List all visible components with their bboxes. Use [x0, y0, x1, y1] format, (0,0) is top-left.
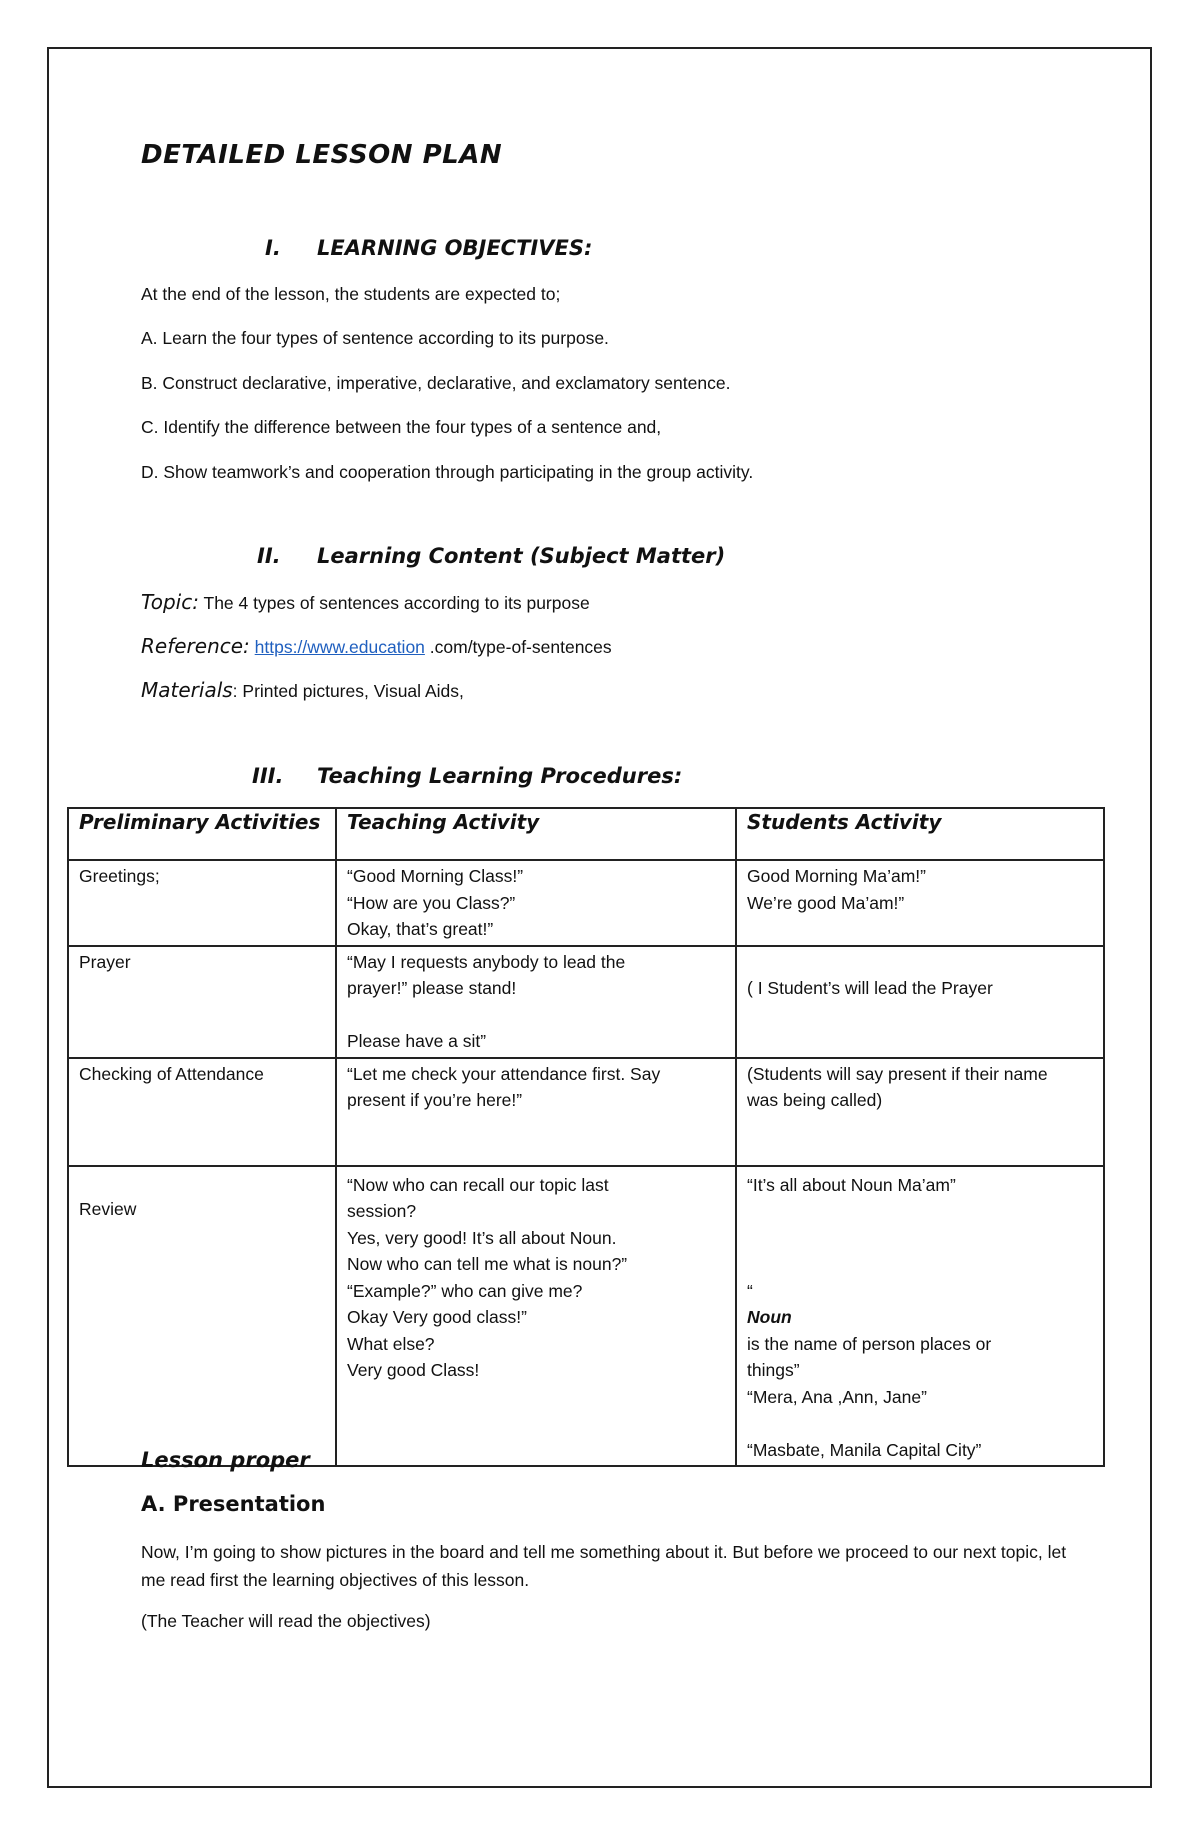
- cell-line: Now who can tell me what is noun?”: [347, 1254, 628, 1274]
- cell-line: Good Morning Ma’am!”: [747, 866, 926, 886]
- reference-line: [141, 634, 612, 658]
- cell-line: “Let me check your attendance first. Say: [347, 1063, 661, 1084]
- table-row: [68, 1166, 1104, 1467]
- students-cell: [736, 946, 1104, 1058]
- section-number: III.: [252, 764, 284, 788]
- objective-item: D. Show teamwork’s and cooperation through participating in the group activity.: [141, 462, 754, 482]
- cell-line: Yes, very good! It’s all about Noun.: [347, 1227, 617, 1248]
- teaching-cell: [336, 1166, 736, 1467]
- lesson-proper-heading: Lesson proper: [141, 1448, 310, 1472]
- column-header: Preliminary Activities: [68, 808, 336, 860]
- blank-line: [747, 1251, 1093, 1278]
- blank-line: [747, 1410, 1093, 1437]
- cell-line: was being called): [747, 1090, 883, 1110]
- activity-cell: Review: [68, 1166, 336, 1467]
- objective-item: C. Identify the difference between the four types of a sentence and,: [141, 417, 662, 437]
- cell-line: things”: [747, 1360, 800, 1380]
- table-row: [68, 860, 1104, 946]
- activity-cell: Checking of Attendance: [68, 1058, 336, 1166]
- blank-line: [747, 1198, 1093, 1225]
- section-objectives-heading: [265, 236, 592, 260]
- materials-label: Materials: [141, 678, 233, 702]
- section-number: II.: [257, 544, 281, 568]
- cell-line: Okay, that’s great!”: [347, 919, 494, 939]
- quote-mark: “: [747, 1280, 753, 1301]
- cell-line: “It’s all about Noun Ma’am”: [747, 1174, 956, 1195]
- section-title: Teaching Learning Procedures:: [317, 764, 683, 788]
- cell-line: “May I requests anybody to lead the: [347, 951, 626, 972]
- cell-line: Please have a sit”: [347, 1031, 487, 1051]
- cell-line: prayer!” please stand!: [347, 978, 517, 998]
- activity-cell: Greetings;: [68, 860, 336, 946]
- section-content-heading: [257, 544, 725, 568]
- reference-label: Reference:: [141, 634, 250, 658]
- topic-line: [141, 590, 590, 614]
- materials-value: : Printed pictures, Visual Aids,: [232, 681, 464, 701]
- cell-line: What else?: [347, 1333, 435, 1354]
- noun-definition: is the name of person places or: [747, 1333, 992, 1354]
- students-cell: [736, 1058, 1104, 1166]
- materials-line: [141, 678, 464, 702]
- teaching-cell: [336, 1058, 736, 1166]
- cell-line: “Now who can recall our topic last: [347, 1174, 609, 1195]
- column-header: Students Activity: [736, 808, 1104, 860]
- teaching-cell: [336, 860, 736, 946]
- cell-line: “How are you Class?”: [347, 892, 516, 913]
- cell-line: “Example?” who can give me?: [347, 1280, 583, 1301]
- topic-label: Topic:: [141, 590, 199, 614]
- objective-item: A. Learn the four types of sentence according to its purpose.: [141, 328, 609, 348]
- column-header: Teaching Activity: [336, 808, 736, 860]
- reference-rest: .com/type-of-sentences: [424, 637, 612, 657]
- noun-emphasis: Noun: [747, 1307, 792, 1327]
- presentation-paragraph: Now, I’m going to show pictures in the board and tell me something about it. But before we proceed to our next topic, let me read first the learning objectives of this lesson.: [141, 1542, 1067, 1590]
- document-title: DETAILED LESSON PLAN: [141, 140, 503, 170]
- cell-line: “Mera, Ana ,Ann, Jane”: [747, 1386, 927, 1407]
- cell-line: We’re good Ma’am!”: [747, 892, 905, 913]
- topic-value: The 4 types of sentences according to its purpose: [198, 593, 590, 613]
- procedures-table: [67, 807, 1105, 1467]
- blank-line: [347, 1002, 725, 1029]
- students-cell: [736, 860, 1104, 946]
- table-row: [68, 1058, 1104, 1166]
- cell-line: ( I Student’s will lead the Prayer: [747, 978, 993, 998]
- reference-link[interactable]: https://www.education: [254, 637, 425, 657]
- table-row: [68, 946, 1104, 1058]
- table-header-row: [68, 808, 1104, 860]
- objectives-intro: At the end of the lesson, the students are expected to;: [141, 284, 561, 304]
- blank-line: [747, 1225, 1093, 1252]
- cell-line: session?: [347, 1201, 417, 1221]
- cell-line: [747, 1278, 1093, 1358]
- section-number: I.: [265, 236, 281, 260]
- activity-cell: Prayer: [68, 946, 336, 1058]
- presentation-note: (The Teacher will read the objectives): [141, 1611, 431, 1631]
- cell-line: Very good Class!: [347, 1360, 480, 1380]
- students-cell: [736, 1166, 1104, 1467]
- objective-item: B. Construct declarative, imperative, declarative, and exclamatory sentence.: [141, 373, 731, 393]
- cell-line: Okay Very good class!”: [347, 1307, 527, 1327]
- section-title: Learning Content (Subject Matter): [317, 544, 726, 568]
- blank-line: [747, 949, 1093, 976]
- cell-line: (Students will say present if their name: [747, 1063, 1048, 1084]
- cell-line: “Masbate, Manila Capital City”: [747, 1439, 982, 1460]
- section-procedures-heading: [252, 764, 682, 788]
- teaching-cell: [336, 946, 736, 1058]
- cell-line: “Good Morning Class!”: [347, 866, 524, 886]
- presentation-subheading: A. Presentation: [141, 1492, 326, 1516]
- cell-line: present if you’re here!”: [347, 1090, 523, 1110]
- section-title: LEARNING OBJECTIVES:: [317, 236, 593, 260]
